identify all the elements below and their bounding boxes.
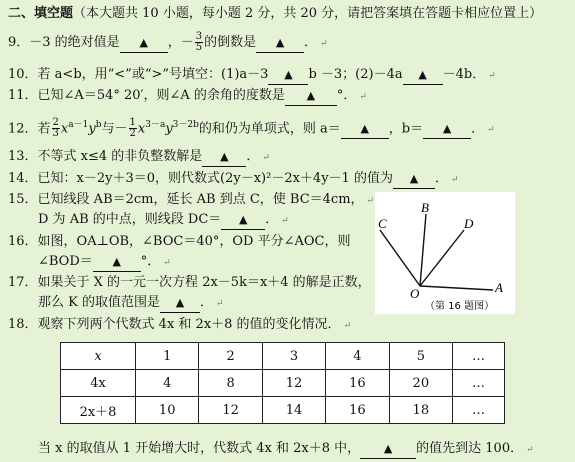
table-cell: 16 (326, 370, 389, 397)
var-y: y (165, 121, 173, 137)
question-17-line2 (38, 294, 224, 313)
table-cell: 4 (136, 370, 199, 397)
q9-text-c: 的倒数是 (204, 35, 257, 50)
triangle-icon: ▲ (383, 442, 393, 455)
answer-blank (160, 294, 200, 313)
return-mark: ↵ (262, 153, 270, 163)
answer-blank (360, 440, 416, 459)
label-b: B (421, 200, 429, 215)
table-cell: 12 (199, 397, 262, 424)
fraction-denominator: 5 (195, 42, 203, 53)
q15-line2: D 为 AB 的中点，则线段 DC＝ (38, 212, 222, 227)
row-header-cell: x (61, 343, 136, 370)
table-cell: 10 (136, 397, 199, 424)
triangle-icon: ▲ (284, 68, 293, 81)
answer-blank (268, 66, 308, 85)
label-c: C (378, 216, 387, 231)
table-cell: 8 (199, 370, 262, 397)
answer-blank (256, 34, 304, 53)
section-header (8, 5, 542, 23)
q18-end-b: 的值先到达 100． (416, 441, 524, 456)
table-cell: 2 (199, 343, 262, 370)
table-cell: … (453, 370, 505, 397)
return-mark: ↵ (281, 216, 289, 226)
question-16-line1 (8, 233, 350, 251)
triangle-icon: ▲ (220, 150, 229, 163)
figure-caption: （第 16 题图） (425, 301, 495, 312)
fraction-denominator: 3 (52, 128, 59, 140)
var-x: x (60, 121, 69, 137)
var-x: x (137, 121, 146, 137)
angle-diagram (375, 192, 515, 314)
exponent: 3－a (145, 120, 166, 130)
q15-end: ． (265, 212, 279, 227)
triangle-icon: ▲ (360, 122, 370, 136)
q17-line2: 那么 K 的取值范围是 (38, 295, 160, 310)
ray-od (420, 230, 464, 286)
q10-end: －4b． (442, 67, 486, 82)
return-mark: ↵ (366, 196, 375, 206)
q10-text: 10．若 a<b，用“<”或“>”号填空：(1)a－3 (8, 67, 269, 82)
fraction (195, 32, 203, 53)
return-mark: ↵ (487, 125, 495, 136)
question-18-end (38, 440, 534, 459)
return-mark: ↵ (216, 299, 224, 309)
q13-end: ． (246, 149, 260, 164)
q14-text: 14．已知：x－2y＋3＝0，则代数式(2y－x)²－2x＋4y－1 的值为 (8, 171, 393, 186)
section-title: 二、填空题 (8, 6, 74, 21)
q16-line1: 16．如图，OA⊥OB，∠BOC＝40°，OD 平分∠AOC，则 (8, 234, 351, 249)
table-cell: 12 (262, 370, 325, 397)
return-mark: ↵ (343, 321, 352, 331)
return-mark: ↵ (163, 258, 171, 268)
return-mark: ↵ (450, 175, 459, 185)
section-note: （本大题共 10 小题，每小题 2 分，共 20 分，请把答案填在答题卡相应位置上） (73, 6, 543, 21)
fraction-numerator: 3 (195, 31, 203, 42)
answer-blank (403, 66, 443, 85)
answer-blank (120, 34, 168, 53)
table-row (61, 370, 505, 397)
question-13 (8, 148, 270, 167)
answer-blank (93, 253, 141, 272)
question-9 (8, 32, 328, 53)
triangle-icon: ▲ (418, 68, 427, 81)
triangle-icon: ▲ (409, 172, 419, 185)
triangle-icon: ▲ (175, 296, 185, 309)
triangle-icon: ▲ (239, 213, 248, 226)
row-header-cell: 2x＋8 (61, 397, 136, 424)
table-cell: 14 (262, 397, 325, 424)
question-16-line2 (38, 253, 171, 272)
question-11 (8, 87, 367, 106)
table-cell: 4 (326, 343, 389, 370)
q16-end: °． (140, 254, 161, 269)
q16-line2: ∠BOD＝ (38, 254, 93, 269)
return-mark: ↵ (526, 445, 534, 455)
table-row (61, 397, 505, 424)
table-row (61, 343, 505, 370)
exponent: 3－2b (172, 120, 199, 130)
table-cell: 5 (389, 343, 452, 370)
question-15-line2 (38, 211, 289, 230)
triangle-icon: ▲ (139, 36, 148, 49)
triangle-icon: ▲ (306, 89, 316, 102)
fraction-denominator: 2 (129, 128, 136, 140)
q12-end: ． (471, 121, 485, 137)
q11-text: 11．已知∠A＝54° 20′，则∠A 的余角的度数是 (8, 88, 285, 103)
exponent: b (95, 120, 102, 130)
row-header-cell: 4x (61, 370, 136, 397)
q17-end: ． (199, 295, 213, 310)
label-d: D (464, 216, 474, 231)
value-table (60, 342, 505, 424)
q18-text: 18．观察下列两个代数式 4x 和 2x＋8 的值的变化情况． (8, 317, 341, 332)
table-cell: 18 (389, 397, 452, 424)
q12-text-d: ，b＝ (388, 121, 424, 137)
table-cell: 3 (262, 343, 325, 370)
answer-blank (423, 120, 471, 139)
figure-16 (375, 192, 515, 314)
q18-end-a: 当 x 的取值从 1 开始增大时，代数式 4x 和 2x＋8 中， (38, 441, 361, 456)
q9-text-b: ，－ (167, 35, 194, 50)
q13-text: 13．不等式 x≤4 的非负整数解是 (8, 149, 203, 164)
ray-ob (420, 214, 426, 286)
question-17-line1 (8, 274, 371, 292)
q9-end: ． (304, 35, 318, 50)
label-a: A (495, 280, 503, 295)
table-cell: … (453, 397, 505, 424)
q14-end: ． (434, 171, 448, 186)
answer-blank (341, 120, 389, 139)
q10-mid: b －3；(2)－4a (308, 67, 403, 82)
ray-oa (420, 286, 493, 290)
question-10 (8, 66, 496, 85)
answer-blank (221, 211, 265, 230)
fraction (129, 118, 137, 139)
q12-text-a: 12．若 (8, 121, 51, 137)
fraction-numerator: 1 (129, 117, 136, 129)
q12-mid: 与－ (101, 121, 128, 137)
answer-blank (393, 170, 435, 189)
table-cell: 20 (389, 370, 452, 397)
table-cell: 16 (326, 397, 389, 424)
var-y: y (88, 121, 96, 137)
ray-oc (380, 230, 420, 286)
return-mark: ↵ (359, 92, 367, 102)
q17-line1: 17．如果关于 X 的一元一次方程 2x－5k＝x＋4 的解是正数， (8, 275, 371, 290)
answer-blank (285, 87, 337, 106)
return-mark: ↵ (488, 71, 496, 81)
q9-text-a: 9．－3 的绝对值是 (8, 35, 120, 50)
exponent: a－1 (68, 120, 89, 130)
question-14 (8, 170, 459, 189)
q11-end: °． (336, 88, 357, 103)
q12-text-c: 的和仍为单项式，则 a＝ (198, 121, 341, 137)
fraction-numerator: 2 (52, 117, 59, 129)
question-12 (8, 116, 495, 139)
return-mark: ↵ (320, 39, 328, 49)
label-o: O (410, 286, 420, 301)
table-cell: 1 (136, 343, 199, 370)
triangle-icon: ▲ (442, 122, 452, 136)
triangle-icon: ▲ (275, 36, 285, 49)
q15-line1: 15．已知线段 AB＝2cm，延长 AB 到点 C，使 BC＝4cm， (8, 192, 364, 207)
table-cell: … (453, 343, 505, 370)
question-15-line1 (8, 191, 374, 210)
fraction (52, 118, 60, 139)
answer-blank (202, 148, 246, 167)
question-18 (8, 316, 351, 335)
triangle-icon: ▲ (112, 255, 122, 268)
